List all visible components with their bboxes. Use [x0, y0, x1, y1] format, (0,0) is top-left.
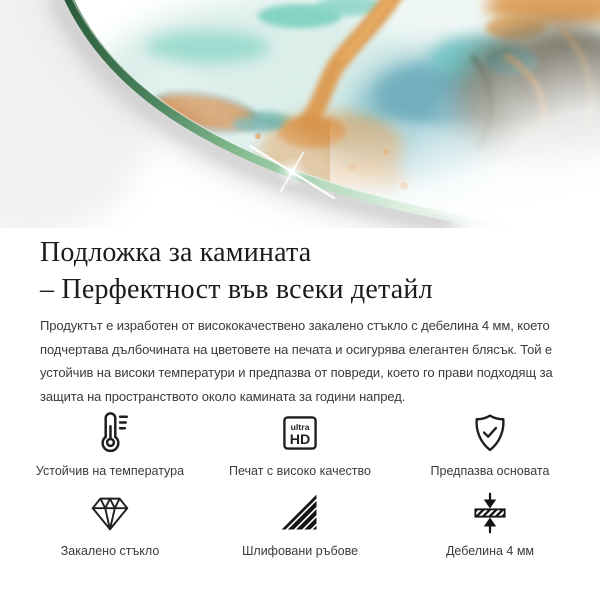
- product-description-section: [0, 234, 600, 408]
- page-title-line1: Подложка за камината: [40, 237, 312, 268]
- ultra-hd-badge-top: ultra: [290, 421, 310, 432]
- feature-label: Закалено стъкло: [60, 544, 160, 558]
- shield-check-icon: [468, 411, 512, 455]
- feature-tempered-glass: [15, 490, 205, 558]
- feature-label: Предпазва основата: [430, 464, 550, 478]
- thickness-4mm-icon: [468, 491, 512, 535]
- feature-temperature: [15, 410, 205, 478]
- feature-label: Устойчив на температура: [35, 464, 185, 478]
- feature-label: Печат с високо качество: [229, 464, 371, 478]
- feature-grid: [0, 410, 600, 558]
- feature-label: Дебелина 4 мм: [445, 544, 535, 558]
- feature-thickness: [395, 490, 585, 558]
- feature-print-quality: [205, 410, 395, 478]
- feature-protects-base: [395, 410, 585, 478]
- glass-mat-image: [0, 0, 600, 228]
- product-photo: [0, 0, 600, 228]
- feature-label: Шлифовани ръбове: [241, 544, 359, 558]
- ultra-hd-badge-bottom: HD: [289, 432, 311, 448]
- page-title-line2: – Перфектност във всеки детайл: [40, 274, 433, 305]
- polished-edges-icon: [278, 491, 322, 535]
- thermometer-icon: [87, 410, 133, 456]
- diamond-icon: [87, 490, 133, 536]
- product-description-text: Продуктът е изработен от висококачествено закалено стъкло с дебелина 4 мм, което подчертава дълбочината на цветовете на печата и осигурява елегантен блясък. Той е устойчив на високи температури и предпазва от повреди, което го прави подходящ за защита на пространството около камината за години напред.: [40, 318, 553, 404]
- feature-polished-edges: [205, 490, 395, 558]
- page-title: [40, 234, 560, 308]
- ultra-hd-icon: [278, 411, 322, 455]
